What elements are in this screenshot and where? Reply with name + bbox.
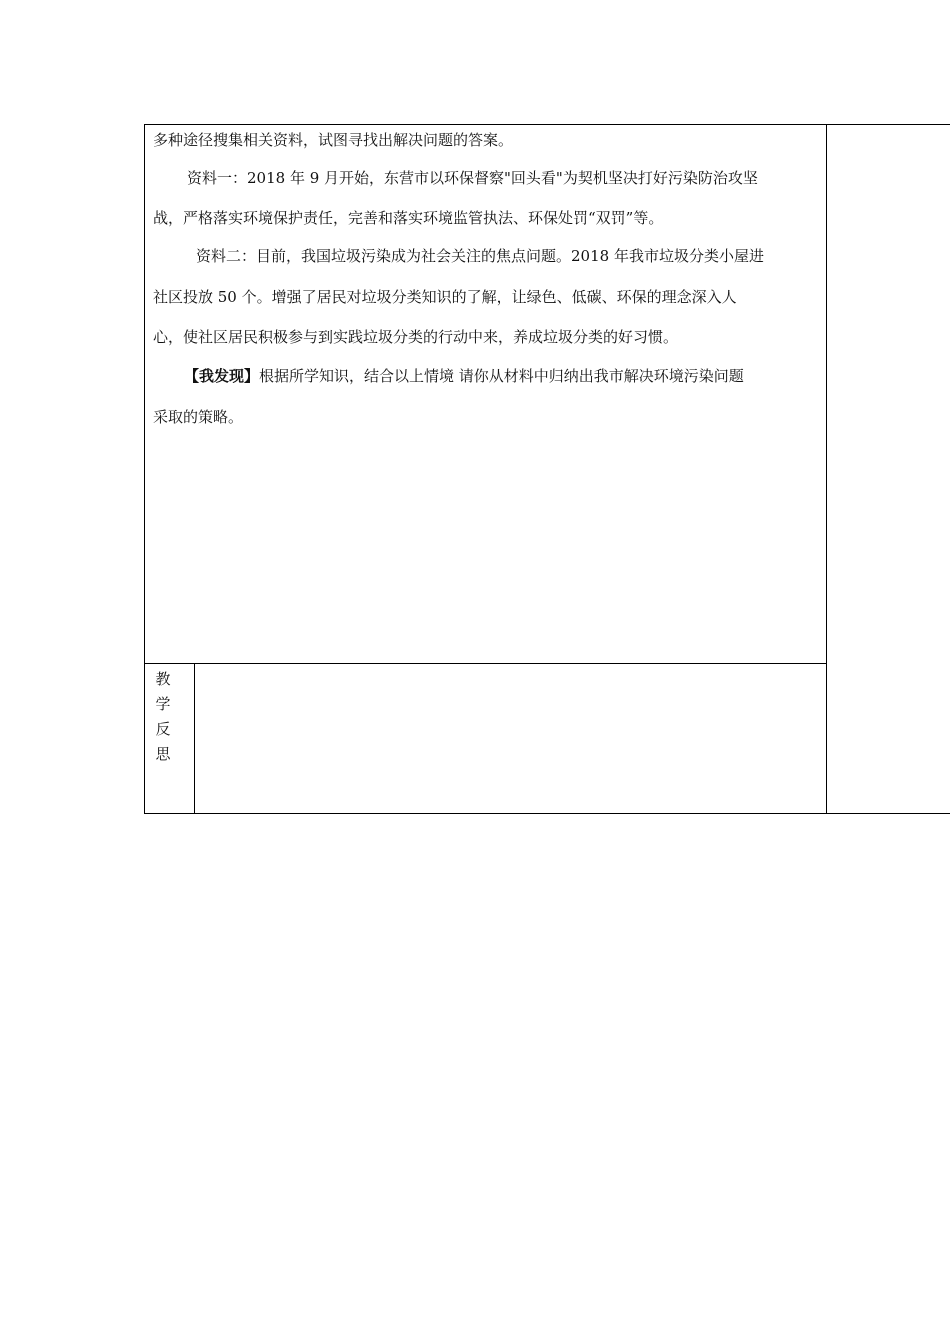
reflection-char-4: 思: [155, 745, 171, 763]
table-bottom-border: [144, 813, 950, 814]
table-mid-border: [144, 663, 827, 664]
discover-line: [184, 366, 744, 386]
material-two-line-2: 社区投放 50 个。增强了居民对垃圾分类知识的了解，让绿色、低碳、环保的理念深入人: [153, 288, 737, 306]
table-left-border: [144, 124, 145, 814]
reflection-char-3: 反: [155, 720, 171, 738]
material-one-line-2: 战，严格落实环境保护责任，完善和落实环境监管执法、环保处罚“双罚”等。: [153, 209, 664, 227]
reflection-char-2: 学: [155, 695, 171, 713]
material-two-line-1: 资料二：目前，我国垃圾污染成为社会关注的焦点问题。2018 年我市垃圾分类小屋进: [196, 247, 764, 265]
discover-label: 【我发现】: [184, 367, 260, 385]
table-top-border: [144, 124, 950, 125]
discover-text: 根据所学知识，结合以上情境 请你从材料中归纳出我市解决环境污染问题: [259, 367, 744, 385]
table-right-divider: [826, 124, 827, 814]
content-line-1: 多种途径搜集相关资料，试图寻找出解决问题的答案。: [153, 131, 514, 149]
reflection-char-1: 教: [155, 670, 171, 688]
table-inner-divider: [194, 663, 195, 814]
material-one-line-1: 资料一：2018 年 9 月开始，东营市以环保督察"回头看"为契机坚决打好污染防治攻坚: [187, 169, 758, 187]
discover-line-2: 采取的策略。: [153, 408, 244, 426]
material-two-line-3: 心，使社区居民积极参与到实践垃圾分类的行动中来，养成垃圾分类的好习惯。: [153, 328, 679, 346]
